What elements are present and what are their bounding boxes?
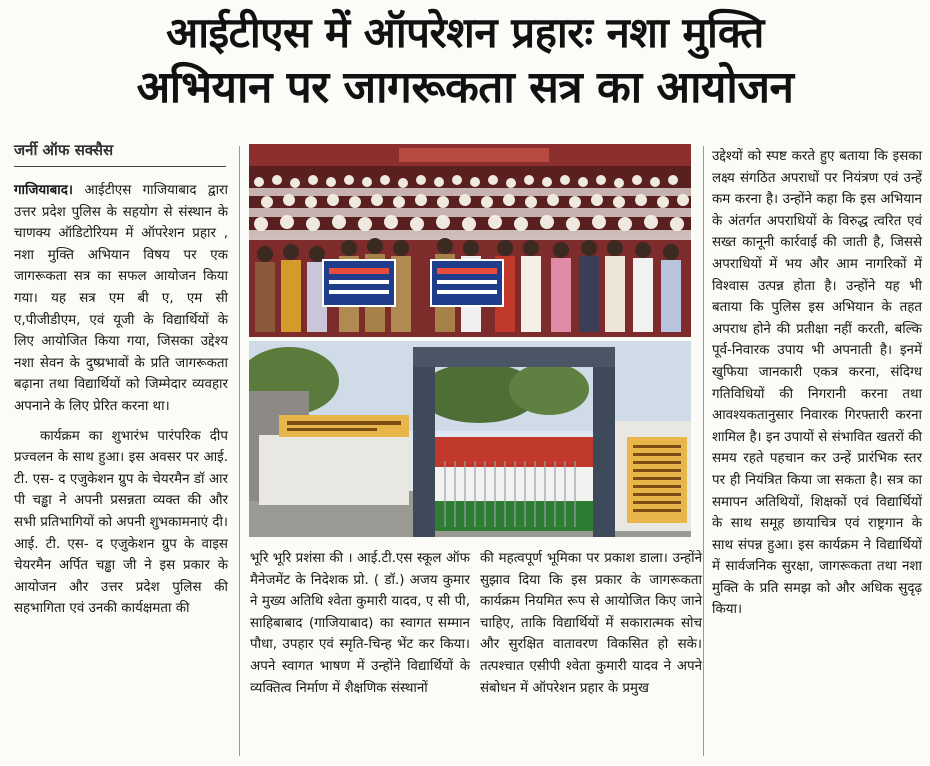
headline-line-1: आईटीएस में ऑपरेशन प्रहारः नशा मुक्ति	[166, 8, 764, 57]
paragraph-1-text: आईटीएस गाजियाबाद द्वारा उत्तर प्रदेश पुलिस के सहयोग से संस्थान के चाणक्य ऑडिटोरियम में ऑपरेशन प्रहार , नशा मुक्ति अभियान विषय पर एक जागरूकता सत्र का सफल आयोजन किया गया। यह सत्र एम बी ए, एम सी ए,पीजीडीएम, एवं यूजी के विद्यार्थियों के लिए आयोजित किया गया, जिसका उद्देश्य नशा सेवन के दुष्प्रभावों के प्रति जागरूकता बढ़ाना तथा विद्यार्थियों को जिम्मेदार व्यवहार अपनाने के लिए प्रेरित करना था।	[14, 183, 228, 414]
headline-line-2: अभियान पर जागरूकता सत्र का आयोजन	[136, 62, 794, 113]
article-column-4	[712, 146, 922, 621]
headline	[0, 6, 930, 116]
article-column-3	[480, 548, 702, 699]
article-column-2	[250, 548, 470, 699]
paragraph-1	[14, 180, 228, 418]
column-divider	[703, 146, 704, 756]
campus-gate-photo	[249, 341, 691, 537]
paragraph-2: कार्यक्रम का शुभारंभ पारंपरिक दीप प्रज्वलन के साथ हुआ। इस अवसर पर आई. टी. एस- द एजुकेशन ग्रुप के चेयरमैन डॉ आर पी चड्ढा ने अपनी प्रसन्नता व्यक्त की और सभी प्रतिभागियों को अपनी शुभकामनाएं दी। आई. टी. एस- द एजुकेशन ग्रुप के वाइस चेयरमैन अर्पित चड्ढा जी ने इस प्रकार के आयोजन और उत्तर प्रदेश पुलिस की सहभागिता एवं उनकी कार्यक्षमता की	[14, 428, 228, 617]
column-2-text: भूरि भूरि प्रशंसा की । आई.टी.एस स्कूल ऑफ मैनेजमेंट के निदेशक प्रो. ( डॉ.) अजय कुमार ने मुख्य अतिथि श्वेता कुमारी यादव, ए सी पी, साहिबाबाद (गाजियाबाद) का स्वागत सम्मान पौधा, उपहार एवं स्मृति-चिन्ह भेंट कर किया। अपने स्वागत भाषण में उन्होंने विद्यार्थियों के व्यक्तित्व निर्माण में शैक्षणिक संस्थानों	[250, 551, 470, 696]
article-column-1	[14, 180, 228, 620]
column-divider	[239, 146, 240, 756]
byline: जर्नी ऑफ सक्सैस	[14, 140, 226, 167]
dateline: गाजियाबाद।	[14, 183, 73, 198]
column-3-text: की महत्वपूर्ण भूमिका पर प्रकाश डाला। उन्होंने सुझाव दिया कि इस प्रकार के जागरूकता कार्यक्रम नियमित रूप से आयोजित किए जाने चाहिए, ताकि विद्यार्थियों में सकारात्मक सोच और सुरक्षित वातावरण विकसित हो सके। तत्पश्चात एसीपी श्वेता कुमारी यादव ने अपने संबोधन में ऑपरेशन प्रहार के प्रमुख	[480, 551, 702, 696]
auditorium-group-photo	[249, 144, 691, 337]
column-4-text: उद्देश्यों को स्पष्ट करते हुए बताया कि इसका लक्ष्य संगठित अपराधों पर नियंत्रण एवं उन्हें कम करना है। उन्होंने कहा कि इस अभियान के अंतर्गत अपराधियों के विरुद्ध त्वरित एवं सख्त कानूनी कार्रवाई की जाती है, जिससे अपराधियों में भय और आम नागरिकों में विश्वास उत्पन्न होता है। उन्होंने यह भी बताया कि पुलिस इस अभियान के तहत अपराध होने की प्रतीक्षा नहीं करती, बल्कि पूर्व-निवारक उपाय भी अपनाती है। इनमें खुफिया जानकारी एकत्र करना, संदिग्ध गतिविधियों की निगरानी करना तथा आवश्यकतानुसार निवारक गिरफ्तारी करना शामिल है। इन उपायों से संभावित खतरों की समय रहते पहचान कर उन्हें प्रारंभिक स्तर पर ही नियंत्रित किया जा सकता है। सत्र का समापन अतिथियों, शिक्षकों एवं विद्यार्थियों के साथ समूह छायाचित्र एवं राष्ट्रगान के साथ संपन्न हुआ। इस कार्यक्रम ने विद्यार्थियों में सार्वजनिक सुरक्षा, जागरूकता तथा नशा मुक्ति के प्रति समझ को और अधिक सुदृढ़ किया।	[712, 149, 922, 618]
